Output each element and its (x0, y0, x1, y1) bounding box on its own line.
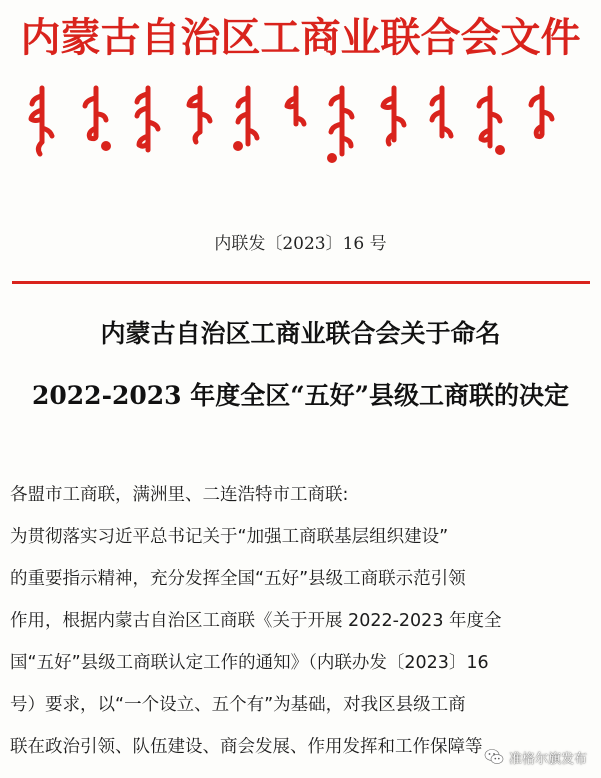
wechat-icon (484, 748, 504, 766)
body-line-4: 国“五好”县级工商联认定工作的通知》（内联办发〔2023〕16 (10, 653, 489, 673)
red-divider-line (12, 281, 590, 284)
body-line-3: 作用，根据内蒙古自治区工商联《关于开展 2022-2023 年度全 (10, 611, 502, 631)
watermark-text: 准格尔旗发布 (508, 751, 587, 767)
document-title-line-2: 2022-2023 年度全区“五好”县级工商联的决定 (31, 381, 569, 410)
addressee-line: 各盟市工商联，满洲里、二连浩特市工商联: (10, 485, 349, 505)
document-number: 内联发〔2023〕16 号 (214, 234, 387, 254)
body-line-1: 为贯彻落实习近平总书记关于“加强工商联基层组织建设” (10, 527, 449, 547)
body-line-6: 联在政治引领、队伍建设、商会发展、作用发挥和工作保障等 (10, 737, 483, 757)
mongolian-script-heading (20, 84, 580, 166)
body-line-2: 的重要指示精神，充分发挥全国“五好”县级工商联示范引领 (10, 569, 466, 589)
body-line-5: 号）要求，以“一个设立、五个有”为基础，对我区县级工商 (10, 695, 466, 715)
watermark (484, 746, 587, 768)
org-title: 内蒙古自治区工商业联合会文件 (20, 15, 581, 61)
document-title-line-1: 内蒙古自治区工商业联合会关于命名 (100, 319, 501, 348)
